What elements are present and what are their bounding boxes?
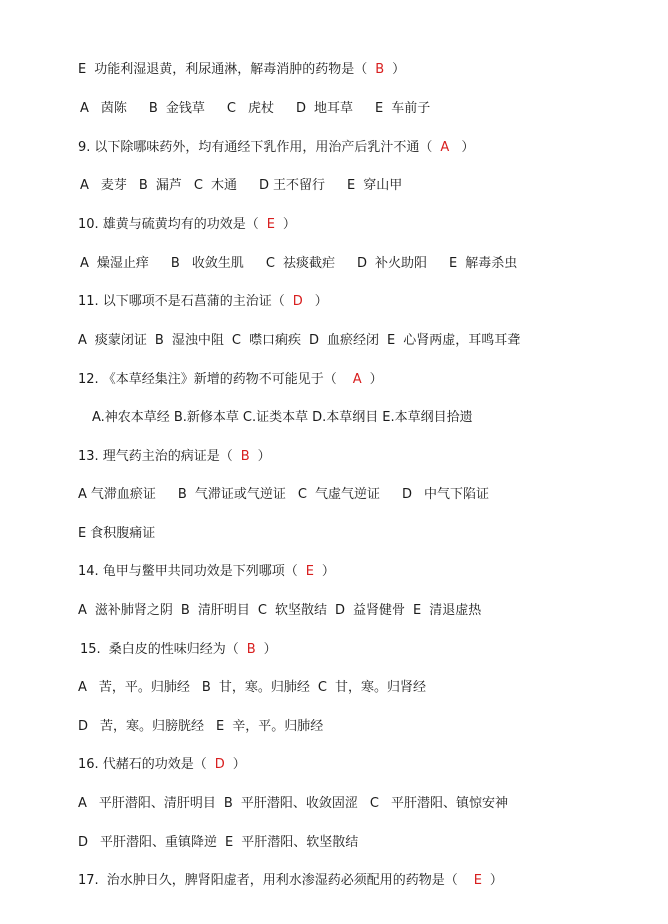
- text-segment: 益肾健骨: [352, 603, 405, 618]
- option-label: B: [170, 256, 180, 271]
- text-line: [92, 409, 473, 427]
- text-line: [78, 756, 246, 774]
- option-label: 15.: [80, 642, 101, 657]
- answer-letter: B: [375, 62, 385, 77]
- text-segment: 解毒杀虫: [465, 256, 518, 271]
- text-line: [78, 448, 271, 466]
- option-label: B: [223, 796, 233, 811]
- text-segment: 辛，平。归肺经: [232, 719, 324, 734]
- option-label: B: [180, 603, 190, 618]
- text-segment: ）: [461, 140, 475, 155]
- option-label: C: [257, 603, 267, 618]
- option-label: D: [334, 603, 345, 618]
- text-segment: ）: [314, 294, 328, 309]
- option-label: D: [308, 333, 319, 348]
- option-label: C: [317, 680, 327, 695]
- option-label: E: [448, 256, 458, 271]
- text-segment: 中气下陷证: [423, 487, 489, 502]
- option-label: E.: [382, 410, 395, 425]
- option-label: 9.: [78, 140, 91, 155]
- text-segment: ）: [263, 642, 277, 657]
- text-segment: 噤口痢疾: [248, 333, 301, 348]
- text-segment: 痰蒙闭证: [94, 333, 147, 348]
- option-label: 10.: [78, 217, 99, 232]
- option-label: D: [258, 178, 269, 193]
- text-segment: 虎杖: [247, 101, 274, 116]
- text-segment: ）: [392, 62, 406, 77]
- text-line: [78, 332, 520, 350]
- option-label: C: [231, 333, 241, 348]
- text-segment: 金钱草: [165, 101, 205, 116]
- text-segment: 气滞证或气逆证: [194, 487, 286, 502]
- text-line: [78, 834, 358, 852]
- text-segment: 平肝潜阳、镇惊安神: [390, 796, 508, 811]
- text-line: [78, 61, 405, 79]
- text-segment: 《本草经集注》新增的药物不可能见于（: [102, 372, 337, 387]
- text-segment: 清肝明目: [197, 603, 250, 618]
- option-label: A: [78, 603, 87, 618]
- text-segment: ）: [321, 564, 335, 579]
- text-segment: 漏芦: [155, 178, 182, 193]
- text-line: [78, 486, 489, 504]
- answer-letter: B: [240, 449, 250, 464]
- text-segment: 清退虚热: [429, 603, 482, 618]
- option-label: A: [78, 333, 87, 348]
- option-label: A.: [92, 410, 105, 425]
- option-label: D.: [312, 410, 327, 425]
- text-line: [78, 293, 328, 311]
- text-segment: 证类本草: [256, 410, 309, 425]
- text-segment: 雄黄与硫黄均有的功效是（: [102, 217, 259, 232]
- answer-letter: D: [214, 757, 225, 772]
- text-segment: ）: [282, 217, 296, 232]
- option-label: C: [226, 101, 236, 116]
- option-label: 11.: [78, 294, 99, 309]
- text-segment: 平肝潜阳、清肝明目: [98, 796, 216, 811]
- option-label: 16.: [78, 757, 99, 772]
- option-label: B.: [173, 410, 187, 425]
- text-segment: 穿山甲: [363, 178, 403, 193]
- option-label: B: [201, 680, 211, 695]
- text-line: [78, 139, 474, 157]
- answer-letter: D: [292, 294, 303, 309]
- text-segment: ）: [489, 873, 503, 888]
- option-label: A: [80, 101, 89, 116]
- text-segment: 功能利湿退黄，利尿通淋，解毒消肿的药物是（: [94, 62, 368, 77]
- text-segment: 龟甲与鳖甲共同功效是下列哪项（: [102, 564, 298, 579]
- answer-letter: A: [352, 372, 362, 387]
- text-segment: 理气药主治的病证是（: [102, 449, 233, 464]
- text-segment: 收敛生肌: [191, 256, 244, 271]
- text-segment: 治水肿日久，脾肾阳虚者，用利水渗湿药必须配用的药物是（: [106, 873, 458, 888]
- option-label: D: [356, 256, 367, 271]
- text-line: [78, 872, 503, 890]
- text-segment: 心肾两虚，耳鸣耳聋: [403, 333, 521, 348]
- text-segment: 燥湿止痒: [96, 256, 149, 271]
- text-line: [78, 602, 481, 620]
- option-label: E: [374, 101, 384, 116]
- answer-letter: E: [305, 564, 314, 579]
- text-line: [80, 255, 517, 273]
- text-segment: 地耳草: [313, 101, 353, 116]
- text-segment: 新修本草: [186, 410, 239, 425]
- option-label: 14.: [78, 564, 99, 579]
- option-label: D: [78, 835, 89, 850]
- text-segment: 软坚散结: [274, 603, 327, 618]
- text-line: [78, 525, 155, 543]
- option-label: B: [138, 178, 148, 193]
- text-segment: ）: [257, 449, 271, 464]
- text-segment: 补火助阳: [374, 256, 427, 271]
- text-segment: 代赭石的功效是（: [102, 757, 207, 772]
- option-label: C: [193, 178, 203, 193]
- option-label: C: [265, 256, 275, 271]
- text-segment: 平肝潜阳、收敛固涩: [240, 796, 358, 811]
- text-line: [78, 718, 323, 736]
- text-line: [78, 216, 296, 234]
- option-label: B: [154, 333, 164, 348]
- text-segment: 滋补肺肾之阴: [94, 603, 173, 618]
- text-segment: ）: [232, 757, 246, 772]
- answer-letter: A: [440, 140, 450, 155]
- answer-letter: E: [266, 217, 275, 232]
- option-label: 17.: [78, 873, 99, 888]
- option-label: 12.: [78, 372, 99, 387]
- text-segment: 以下哪项不是石菖蒲的主治证（: [102, 294, 285, 309]
- option-label: D: [401, 487, 412, 502]
- text-segment: 苦，平。归肺经: [98, 680, 190, 695]
- text-segment: 神农本草经: [104, 410, 170, 425]
- text-segment: 王不留行: [272, 178, 325, 193]
- text-segment: 茵陈: [100, 101, 127, 116]
- text-segment: 气虚气逆证: [314, 487, 380, 502]
- option-label: D: [295, 101, 306, 116]
- option-label: A: [78, 680, 87, 695]
- text-segment: ）: [369, 372, 383, 387]
- text-line: [80, 100, 430, 118]
- text-segment: 苦，寒。归膀胱经: [100, 719, 205, 734]
- option-label: A: [78, 487, 87, 502]
- option-label: E: [386, 333, 396, 348]
- text-segment: 以下除哪味药外，均有通经下乳作用，用治产后乳汁不通（: [94, 140, 433, 155]
- text-segment: 食积腹痛证: [90, 526, 156, 541]
- text-segment: 甘，寒。归肺经: [218, 680, 310, 695]
- text-line: [78, 795, 508, 813]
- option-label: D: [78, 719, 89, 734]
- option-label: C: [297, 487, 307, 502]
- option-label: E: [216, 719, 225, 734]
- text-segment: 平肝潜阳、重镇降逆: [100, 835, 218, 850]
- option-label: A: [78, 796, 87, 811]
- text-line: [78, 371, 383, 389]
- option-label: E: [78, 62, 87, 77]
- text-line: [80, 177, 402, 195]
- text-segment: 木通: [210, 178, 237, 193]
- text-segment: 麦芽: [100, 178, 127, 193]
- answer-letter: B: [246, 642, 256, 657]
- text-segment: 本草纲目: [326, 410, 379, 425]
- option-label: E: [412, 603, 422, 618]
- text-segment: 桑白皮的性味归经为（: [108, 642, 239, 657]
- text-segment: 血瘀经闭: [326, 333, 379, 348]
- text-segment: 祛痰截疟: [282, 256, 335, 271]
- option-label: A: [80, 256, 89, 271]
- option-label: A: [80, 178, 89, 193]
- option-label: 13.: [78, 449, 99, 464]
- text-line: [78, 679, 426, 697]
- option-label: E: [346, 178, 356, 193]
- option-label: E: [78, 526, 87, 541]
- text-segment: 气滞血瘀证: [90, 487, 156, 502]
- text-line: [78, 563, 335, 581]
- answer-letter: E: [473, 873, 482, 888]
- option-label: E: [225, 835, 234, 850]
- option-label: C.: [242, 410, 257, 425]
- option-label: C: [369, 796, 379, 811]
- text-segment: 湿浊中阻: [171, 333, 224, 348]
- option-label: B: [148, 101, 158, 116]
- text-segment: 平肝潜阳、软坚散结: [241, 835, 359, 850]
- option-label: B: [177, 487, 187, 502]
- text-line: [80, 641, 277, 659]
- text-segment: 甘，寒。归肾经: [334, 680, 426, 695]
- text-segment: 本草纲目拾遗: [394, 410, 473, 425]
- text-segment: 车前子: [391, 101, 431, 116]
